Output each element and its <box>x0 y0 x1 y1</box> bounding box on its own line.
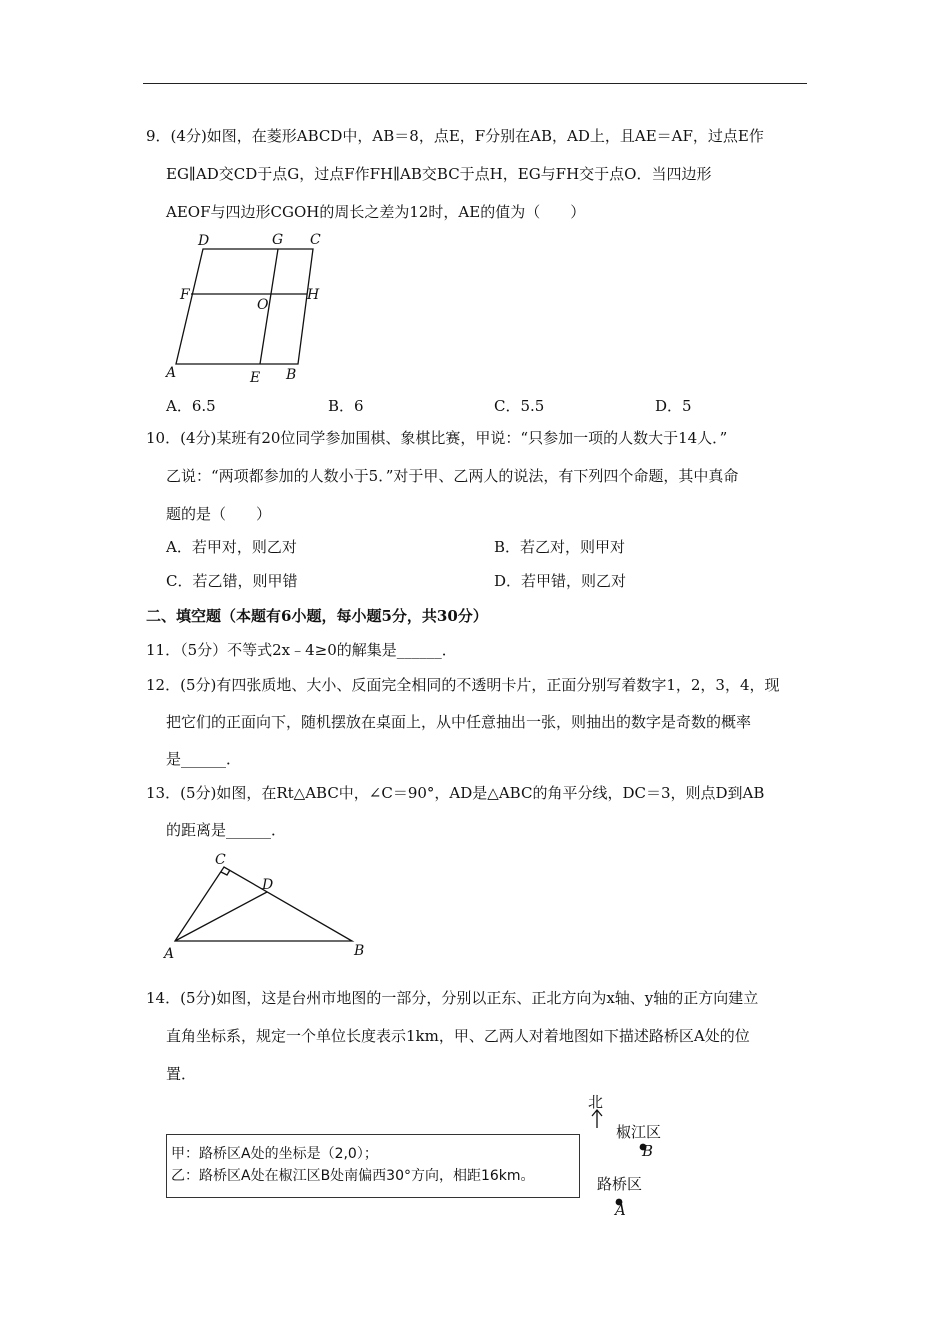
q10-line-1: 10．(4分)某班有20位同学参加围棋、象棋比赛，甲说：“只参加一项的人数大于14人．” <box>146 429 728 447</box>
north-label: 北 <box>588 1093 604 1111</box>
label-d: D <box>262 877 274 893</box>
q13-line-2: 的距离是______． <box>166 821 287 839</box>
label-o: O <box>257 297 269 313</box>
label-f: F <box>180 287 190 303</box>
q10-option-d: D．若甲错，则乙对 <box>494 572 627 590</box>
q10-option-b: B．若乙对，则甲对 <box>494 538 626 556</box>
q12-line-1: 12．(5分)有四张质地、大小、反面完全相同的不透明卡片，正面分别写着数字1，2，3，4，现 <box>146 676 780 694</box>
point-b-label: B <box>642 1142 654 1160</box>
label-c: C <box>310 232 321 248</box>
label-c: C <box>215 852 226 868</box>
q9-option-b: B．6 <box>328 397 364 415</box>
point-a-label: A <box>615 1201 626 1219</box>
q9-line-1: 9．(4分)如图，在菱形ABCD中，AB＝8，点E，F分别在AB，AD上，且AE＝AF，过点E作 <box>146 127 764 145</box>
q10-line-3: 题的是（ ） <box>166 505 272 523</box>
label-h: H <box>307 287 320 303</box>
q10-line-2: 乙说：“两项都参加的人数小于5．”对于甲、乙两人的说法，有下列四个命题，其中真命 <box>166 467 739 485</box>
box-line-jia: 甲：路桥区A处的坐标是（2,0）； <box>171 1146 378 1162</box>
right-angle-mark <box>221 870 230 875</box>
label-b: B <box>354 943 365 959</box>
label-e: E <box>250 370 261 386</box>
q14-line-1: 14．(5分)如图，这是台州市地图的一部分，分别以正东、正北方向为x轴、y轴的正方向建立 <box>146 989 759 1007</box>
q9-option-d: D．5 <box>655 397 692 415</box>
q9-line-2: EG∥AD交CD于点G，过点F作FH∥AB交BC于点H，EG与FH交于点O．当四边形 <box>166 165 712 183</box>
segment-ad <box>175 892 267 941</box>
q9-option-a: A．6.5 <box>166 397 216 415</box>
q13-triangle-figure <box>158 848 378 966</box>
q12-line-3: 是______． <box>166 750 242 768</box>
label-b: B <box>286 367 297 383</box>
q10-option-a: A．若甲对，则乙对 <box>166 538 297 556</box>
north-arrow-icon <box>590 1108 604 1130</box>
label-a: A <box>166 365 177 381</box>
q9-option-c: C．5.5 <box>494 397 545 415</box>
label-d: D <box>198 233 210 249</box>
place-luqiao: 路桥区 <box>597 1175 643 1193</box>
q14-line-3: 置． <box>166 1065 197 1083</box>
q9-rhombus-figure <box>160 228 340 388</box>
q12-line-2: 把它们的正面向下，随机摆放在桌面上，从中任意抽出一张，则抽出的数字是奇数的概率 <box>166 713 752 731</box>
description-box <box>166 1134 580 1198</box>
label-a: A <box>164 946 175 962</box>
place-jiaojiang: 椒江区 <box>616 1123 662 1141</box>
section-2-title: 二、填空题（本题有6小题，每小题5分，共30分） <box>146 607 488 625</box>
header-rule <box>143 83 807 84</box>
q10-option-c: C．若乙错，则甲错 <box>166 572 298 590</box>
label-g: G <box>272 232 284 248</box>
rhombus-abcd <box>176 249 313 364</box>
q11-text: 11．（5分）不等式2x﹣4≥0的解集是______． <box>146 641 457 659</box>
q9-line-3: AEOF与四边形CGOH的周长之差为12时，AE的值为（ ） <box>166 203 586 221</box>
box-line-yi: 乙：路桥区A处在椒江区B处南偏西30°方向，相距16km。 <box>171 1168 535 1184</box>
q13-line-1: 13．(5分)如图，在Rt△ABC中，∠C＝90°，AD是△ABC的角平分线，DC＝3，则点D到AB <box>146 784 765 802</box>
q14-line-2: 直角坐标系，规定一个单位长度表示1km，甲、乙两人对着地图如下描述路桥区A处的位 <box>166 1027 750 1045</box>
